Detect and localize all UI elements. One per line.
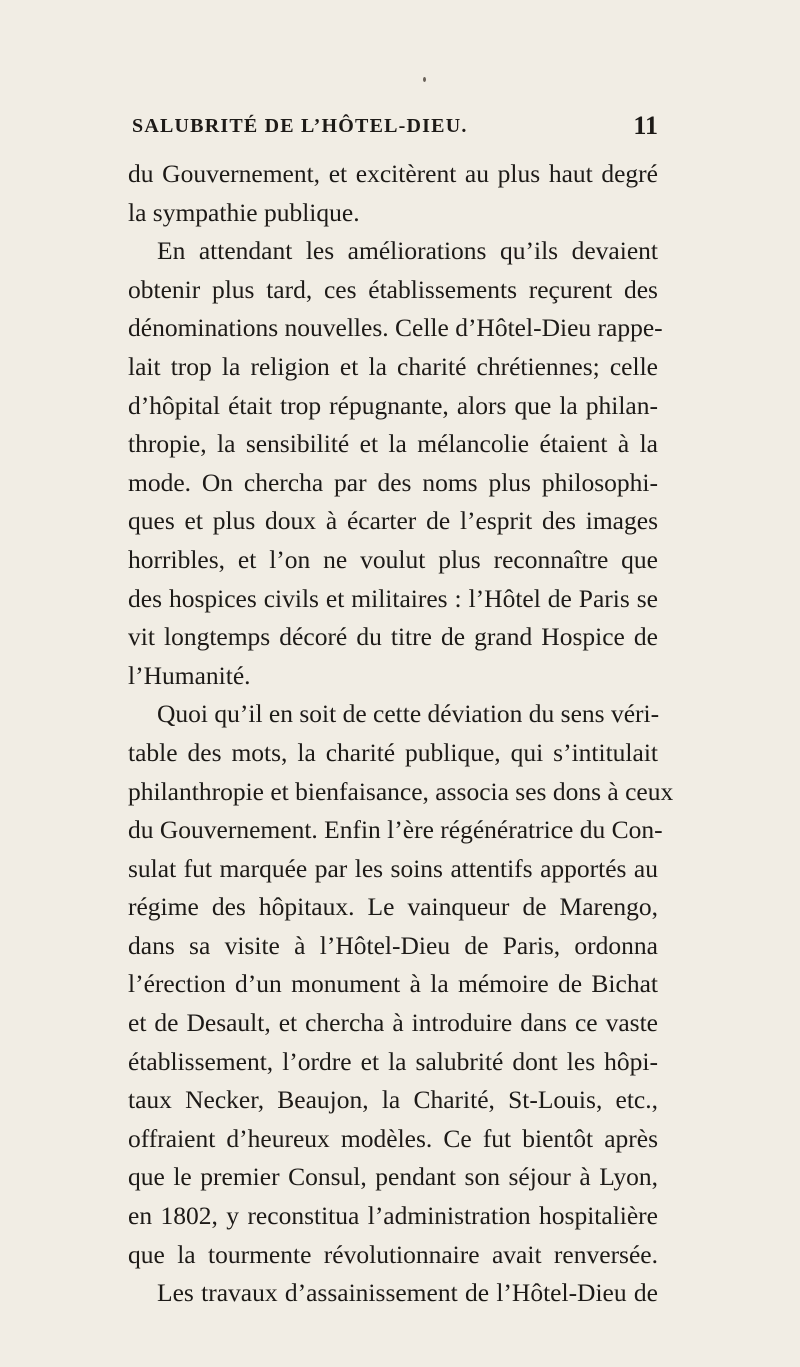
text-line: dans sa visite à l’Hôtel-Dieu de Paris, ordonna	[128, 930, 658, 960]
page-number: 11	[633, 111, 658, 140]
text-line: l’Humanité.	[128, 660, 251, 690]
text-line: que le premier Consul, pendant son séjour à Lyon,	[128, 1162, 658, 1192]
text-line: en 1802, y reconstitua l’administration hospitalière	[128, 1201, 658, 1231]
text-line: lait trop la religion et la charité chrétiennes; celle	[128, 351, 658, 381]
ink-speck	[423, 77, 426, 82]
text-line: dénominations nouvelles. Celle d’Hôtel-Dieu rappe-	[128, 313, 663, 343]
text-line: l’érection d’un monument à la mémoire de Bichat	[128, 969, 658, 999]
text-line: du Gouvernement, et excitèrent au plus haut degré	[128, 159, 658, 188]
text-line: la sympathie publique.	[128, 197, 360, 227]
text-line: En attendant les améliorations qu’ils devaient	[157, 236, 658, 266]
running-title: SALUBRITÉ DE L’HÔTEL-DIEU.	[132, 115, 468, 137]
text-line: des hospices civils et militaires : l’Hôtel de Paris se	[128, 583, 658, 613]
text-line: Quoi qu’il en soit de cette déviation du sens véri-	[157, 699, 660, 729]
text-line: du Gouvernement. Enfin l’ère régénératrice du Con-	[128, 815, 663, 845]
text-line: que la tourmente révolutionnaire avait renversée.	[128, 1239, 658, 1269]
text-line: thropie, la sensibilité et la mélancolie étaient à la	[128, 429, 658, 459]
text-line: horribles, et l’on ne voulut plus reconnaître que	[128, 544, 658, 574]
text-line: taux Necker, Beaujon, la Charité, St-Louis, etc.,	[128, 1085, 658, 1115]
text-line: régime des hôpitaux. Le vainqueur de Marengo,	[128, 892, 658, 922]
text-line: obtenir plus tard, ces établissements reçurent des	[128, 274, 658, 304]
text-line: table des mots, la charité publique, qui s’intitulait	[128, 737, 658, 767]
text-line: vit longtemps décoré du titre de grand Hospice de	[128, 622, 658, 652]
running-head	[128, 111, 658, 145]
text-line: offraient d’heureux modèles. Ce fut bientôt après	[128, 1123, 658, 1153]
text-line: et de Desault, et chercha à introduire dans ce vaste	[128, 1008, 658, 1038]
text-line: mode. On chercha par des noms plus philosophi-	[128, 467, 658, 497]
body-text	[128, 155, 674, 1313]
text-line: sulat fut marquée par les soins attentifs apportés au	[128, 853, 658, 883]
text-line: ques et plus doux à écarter de l’esprit des images	[128, 506, 658, 536]
text-line: Les travaux d’assainissement de l’Hôtel-Dieu de	[157, 1278, 658, 1308]
text-line: philanthropie et bienfaisance, associa ses dons à ceux	[128, 776, 674, 806]
text-line: établissement, l’ordre et la salubrité dont les hôpi-	[128, 1046, 658, 1076]
text-line: d’hôpital était trop répugnante, alors que la philan-	[128, 390, 658, 420]
